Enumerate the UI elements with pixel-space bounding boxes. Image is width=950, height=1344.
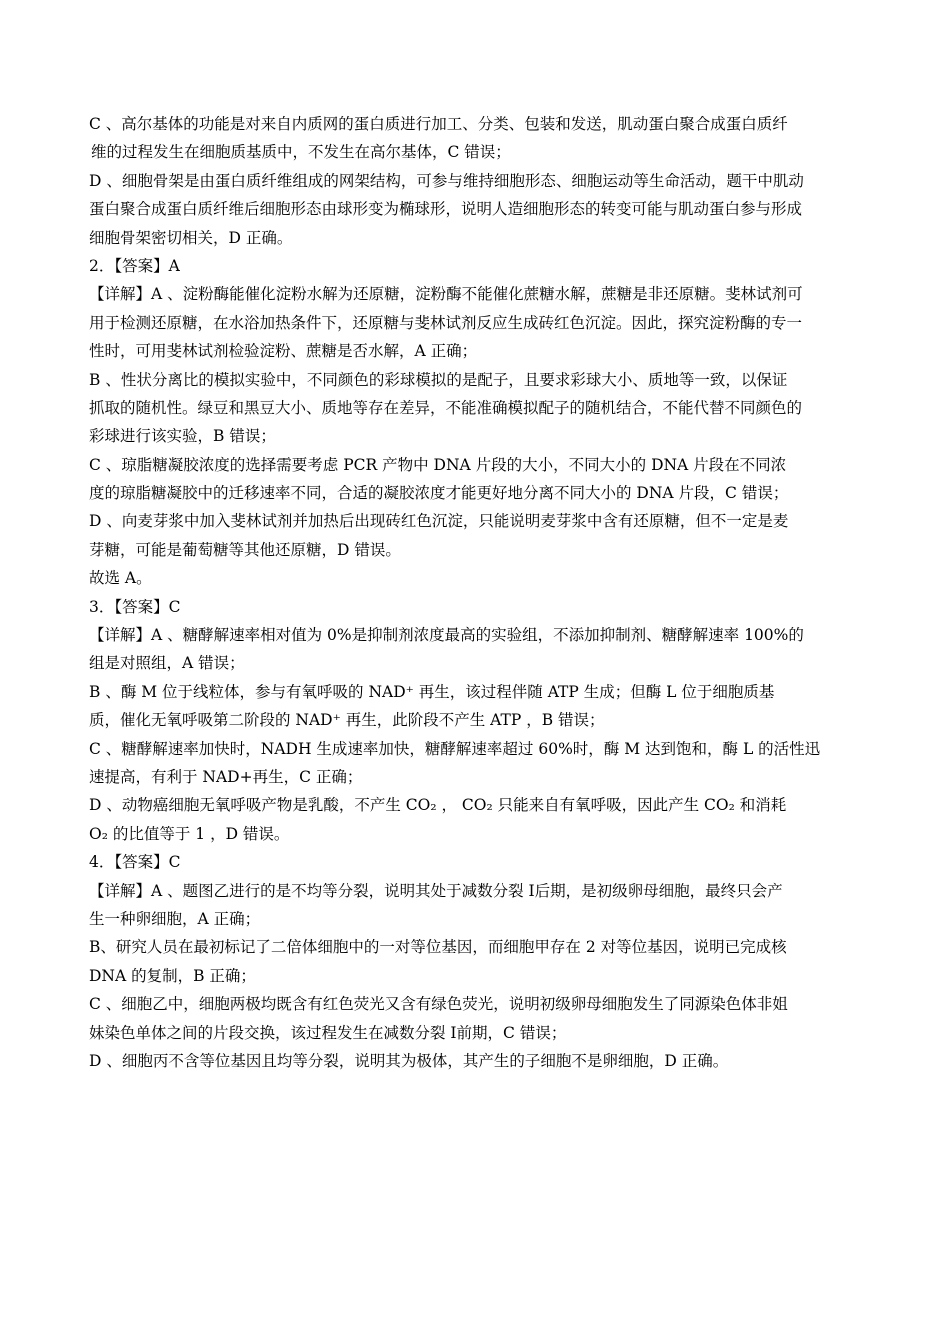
text-line: B 、性状分离比的模拟实验中，不同颜色的彩球模拟的是配子，且要求彩球大小、质地等一致，以保证 bbox=[89, 370, 788, 389]
text-line: 组是对照组，A 错误； bbox=[89, 654, 245, 673]
text-line: O₂ 的比值等于 1 ，D 错误。 bbox=[89, 824, 290, 843]
text-line: 【详解】A 、淀粉酶能催化淀粉水解为还原糖，淀粉酶不能催化蔗糖水解，蔗糖是非还原糖。斐林试剂可 bbox=[89, 285, 803, 304]
text-line: C 、糖酵解速率加快时，NADH 生成速率加快，糖酵解速率超过 60%时，酶 M 达到饱和，酶 L 的活性迅 bbox=[89, 739, 821, 758]
answer-heading: 4．【答案】C bbox=[89, 853, 181, 872]
text-line: C 、高尔基体的功能是对来自内质网的蛋白质进行加工、分类、包装和发送，肌动蛋白聚合成蛋白质纤 bbox=[89, 115, 788, 133]
text-line: 质，催化无氧呼吸第二阶段的 NAD⁺ 再生，此阶段不产生 ATP ，B 错误； bbox=[89, 711, 605, 730]
text-line: 速提高，有利于 NAD+再生，C 正确； bbox=[89, 767, 363, 786]
text-line: C 、细胞乙中，细胞两极均既含有红色荧光又含有绿色荧光，说明初级卵母细胞发生了同源染色体非姐 bbox=[89, 995, 788, 1014]
text-line: 性时，可用斐林试剂检验淀粉、蔗糖是否水解，A 正确； bbox=[89, 342, 478, 361]
text-line: 度的琼脂糖凝胶中的迁移速率不同，合适的凝胶浓度才能更好地分离不同大小的 DNA 片段，C 错误； bbox=[89, 484, 789, 503]
text-line: D 、细胞骨架是由蛋白质纤维组成的网架结构，可参与维持细胞形态、细胞运动等生命活动，题干中肌动 bbox=[89, 171, 804, 190]
text-line: 【详解】A 、题图乙进行的是不均等分裂，说明其处于减数分裂 Ⅰ后期，是初级卵母细胞，最终只会产 bbox=[89, 881, 783, 900]
text-line: D 、动物癌细胞无氧呼吸产物是乳酸，不产生 CO₂ ， CO₂ 只能来自有氧呼吸，因此产生 CO₂ 和消耗 bbox=[89, 796, 787, 815]
text-line: 维的过程发生在细胞质基质中，不发生在高尔基体，C 错误； bbox=[91, 143, 511, 162]
answer-text-block bbox=[89, 110, 851, 1075]
text-line: 用于检测还原糖，在水浴加热条件下，还原糖与斐林试剂反应生成砖红色沉淀。因此，探究淀粉酶的专一 bbox=[89, 313, 803, 332]
text-line: 故选 A。 bbox=[89, 569, 152, 588]
text-line: 彩球进行该实验，B 错误； bbox=[89, 427, 276, 446]
text-line: 生一种卵细胞，A 正确； bbox=[89, 909, 261, 928]
text-line: 细胞骨架密切相关，D 正确。 bbox=[89, 228, 293, 247]
text-line: 【详解】A 、糖酵解速率相对值为 0%是抑制剂浓度最高的实验组，不添加抑制剂、糖酵解速率 100%的 bbox=[89, 626, 804, 645]
text-line: B、研究人员在最初标记了二倍体细胞中的一对等位基因，而细胞甲存在 2 对等位基因，说明已完成核 bbox=[89, 938, 787, 957]
text-line: 妹染色单体之间的片段交换，该过程发生在减数分裂 Ⅰ前期，C 错误； bbox=[89, 1023, 567, 1042]
text-line: D 、向麦芽浆中加入斐林试剂并加热后出现砖红色沉淀，只能说明麦芽浆中含有还原糖，但不一定是麦 bbox=[89, 512, 789, 531]
text-line: DNA 的复制，B 正确； bbox=[89, 966, 256, 985]
text-line: B 、酶 M 位于线粒体，参与有氧呼吸的 NAD⁺ 再生，该过程伴随 ATP 生成；但酶 L 位于细胞质基 bbox=[89, 682, 775, 701]
text-line: C 、琼脂糖凝胶浓度的选择需要考虑 PCR 产物中 DNA 片段的大小，不同大小的 DNA 片段在不同浓 bbox=[89, 455, 787, 474]
text-line: D 、细胞丙不含等位基因且均等分裂，说明其为极体，其产生的子细胞不是卵细胞，D 正确。 bbox=[89, 1051, 729, 1070]
text-line: 抓取的随机性。绿豆和黑豆大小、质地等存在差异，不能准确模拟配子的随机结合，不能代替不同颜色的 bbox=[89, 398, 803, 417]
answer-heading: 2．【答案】A bbox=[89, 256, 180, 275]
text-line: 芽糖，可能是葡萄糖等其他还原糖，D 错误。 bbox=[89, 540, 401, 559]
text-line: 蛋白聚合成蛋白质纤维后细胞形态由球形变为椭球形，说明人造细胞形态的转变可能与肌动蛋白参与形成 bbox=[89, 200, 803, 219]
answer-heading: 3．【答案】C bbox=[89, 597, 181, 616]
